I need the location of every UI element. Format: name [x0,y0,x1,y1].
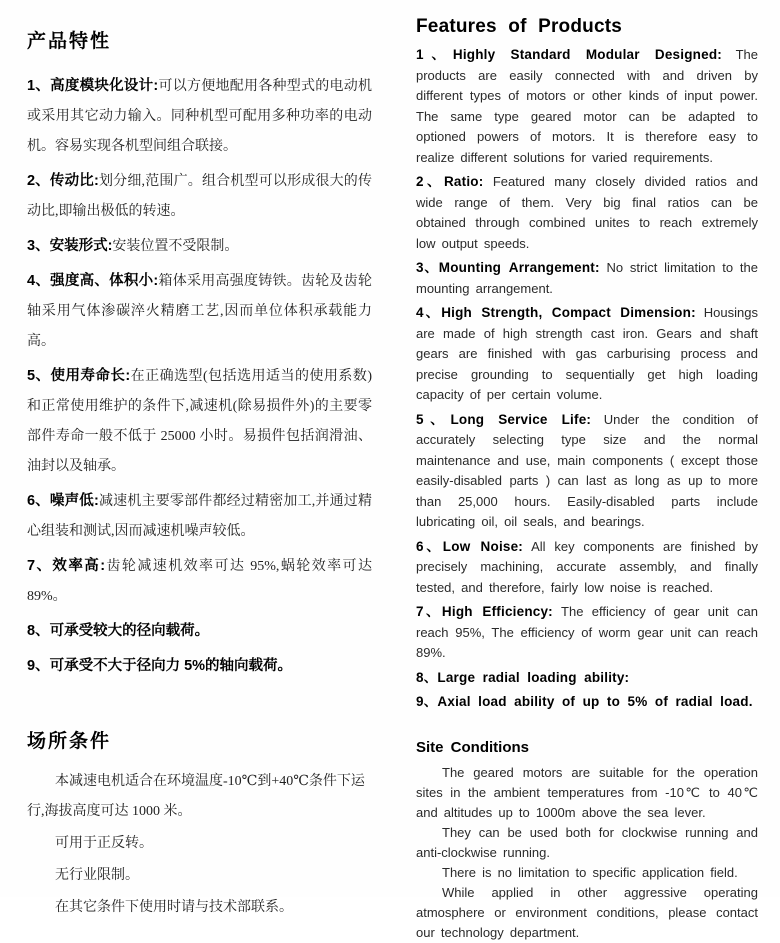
chinese-feature-text: 齿轮减速机效率可达 95%,蜗轮效率可达 89%。 [27,559,372,604]
chinese-feature-item [27,651,372,682]
english-feature-list [416,45,758,713]
english-site-paragraph: There is no limitation to specific application field. [442,864,738,880]
chinese-feature-label: 9、可承受不大于径向力 5%的轴向载荷。 [27,658,293,674]
chinese-feature-label: 4、强度高、体积小: [27,273,159,289]
chinese-feature-item [27,616,372,647]
english-feature-text: Housings are made of high strength cast iron. Gears and shaft gears are finished with gas carburising process and precise grounding to sequentially get high loading capacity of per certain volume. [416,305,758,402]
english-feature-text: No strict limitation to the mounting arrangement. [416,260,758,296]
english-column [416,12,758,940]
english-feature-text: All key components are finished by precisely machining, accurate assembly, and finally tested, and therefore, fairly low noise is reached. [416,538,758,595]
english-feature-label: 4、High Strength, Compact Dimension: [416,305,696,320]
chinese-site-paragraph: 本减速电机适合在环境温度-10℃到+40℃条件下运行,海拔高度可达 1000 米。 [27,774,365,819]
english-feature-label: 9、Axial load ability of up to 5% of radial load. [416,694,753,709]
english-feature-item [416,172,758,254]
english-section-title: Features of Products [416,16,623,37]
chinese-feature-text: 减速机主要零部件都经过精密加工,并通过精心组装和测试,因而减速机噪声较低。 [27,494,372,539]
english-feature-item [416,45,758,168]
english-feature-label: 5、Long Service Life: [416,411,592,427]
chinese-feature-text: 可以方便地配用各种型式的电动机或采用其它动力输入。同种机型可配用多种功率的电动机。容易实现各机型间组合联接。 [27,79,372,154]
english-site-paragraph: While applied in other aggressive operating atmosphere or environment conditions, please contact our technology department. [416,884,758,940]
chinese-site-paragraph: 在其它条件下使用时请与技术部联系。 [55,900,293,915]
chinese-feature-list [27,71,372,682]
chinese-feature-text: 划分细,范围广。组合机型可以形成很大的传动比,即输出极低的转速。 [27,174,372,219]
chinese-site-conditions-title: 场所条件 [27,731,112,752]
english-feature-item [416,602,758,664]
english-feature-item [416,692,758,713]
english-feature-label: 7、High Efficiency: [416,604,553,619]
english-site-paragraph: They can be used both for clockwise running and anti-clockwise running. [416,824,758,860]
chinese-feature-label: 5、使用寿命长: [27,368,131,384]
chinese-feature-label: 6、噪声低: [27,493,99,509]
english-feature-label: 3、Mounting Arrangement: [416,260,600,275]
chinese-site-paragraph: 无行业限制。 [55,868,139,883]
english-site-conditions-title: Site Conditions [416,738,529,756]
chinese-feature-label: 1、高度模块化设计: [27,78,159,94]
chinese-feature-item [27,361,372,482]
english-feature-item [416,537,758,599]
chinese-feature-text: 安装位置不受限制。 [112,239,239,254]
english-site-paragraphs [416,763,758,943]
english-feature-item [416,303,758,406]
chinese-feature-label: 8、可承受较大的径向载荷。 [27,623,210,639]
chinese-feature-label: 2、传动比: [27,173,99,189]
chinese-feature-label: 7、效率高: [27,558,106,574]
chinese-section-title: 产品特性 [27,31,112,52]
english-feature-item [416,668,758,689]
chinese-site-paragraphs [27,767,372,923]
chinese-column [27,12,372,915]
chinese-feature-label: 3、安装形式: [27,238,113,254]
chinese-feature-item [27,486,372,547]
english-site-paragraph: The geared motors are suitable for the operation sites in the ambient temperatures from -10℃ to 40℃ and altitudes up to 1000m above the sea lever. [416,764,758,820]
english-feature-text: The products are easily connected with and driven by different types of motors or other kinds of input power. The same type geared motor can be adapted to optioned powers of motors. It is therefore easy to realize different solutions for varied requirements. [416,47,758,165]
chinese-feature-item [27,551,372,612]
english-feature-item [416,258,758,299]
chinese-feature-item [27,166,372,227]
english-feature-label: 8、Large radial loading ability: [416,669,630,685]
chinese-feature-item [27,71,372,162]
english-feature-item [416,410,758,533]
chinese-feature-text: 在正确选型(包括选用适当的使用系数)和正常使用维护的条件下,减速机(除易损件外)的主要零部件寿命一般不低于 25000 小时。易损件包括润滑油、油封以及轴承。 [27,369,372,474]
chinese-feature-item [27,231,372,262]
english-feature-text: The efficiency of gear unit can reach 95%, The efficiency of worm gear unit can reach 89%. [416,604,758,660]
english-feature-text: Under the condition of accurately selecting type size and the normal maintenance and use, main components ( except those easily-disabled parts ) can last as long as up to more than 25,000 hours. Easily-disabled parts include lubricating oil, oil seals, and bearings. [416,411,758,529]
english-feature-text: Featured many closely divided ratios and wide range of them. Very big final ratios can be obtained through combined unites to reach extremely low output speeds. [416,174,758,251]
chinese-feature-text: 箱体采用高强度铸铁。齿轮及齿轮轴采用气体渗碳淬火精磨工艺,因而单位体积承载能力高。 [27,274,372,349]
chinese-site-paragraph: 可用于正反转。 [55,836,153,851]
english-feature-label: 2、Ratio: [416,174,484,189]
english-feature-label: 6、Low Noise: [416,538,524,554]
english-feature-label: 1、Highly Standard Modular Designed: [416,47,722,62]
chinese-feature-item [27,266,372,357]
